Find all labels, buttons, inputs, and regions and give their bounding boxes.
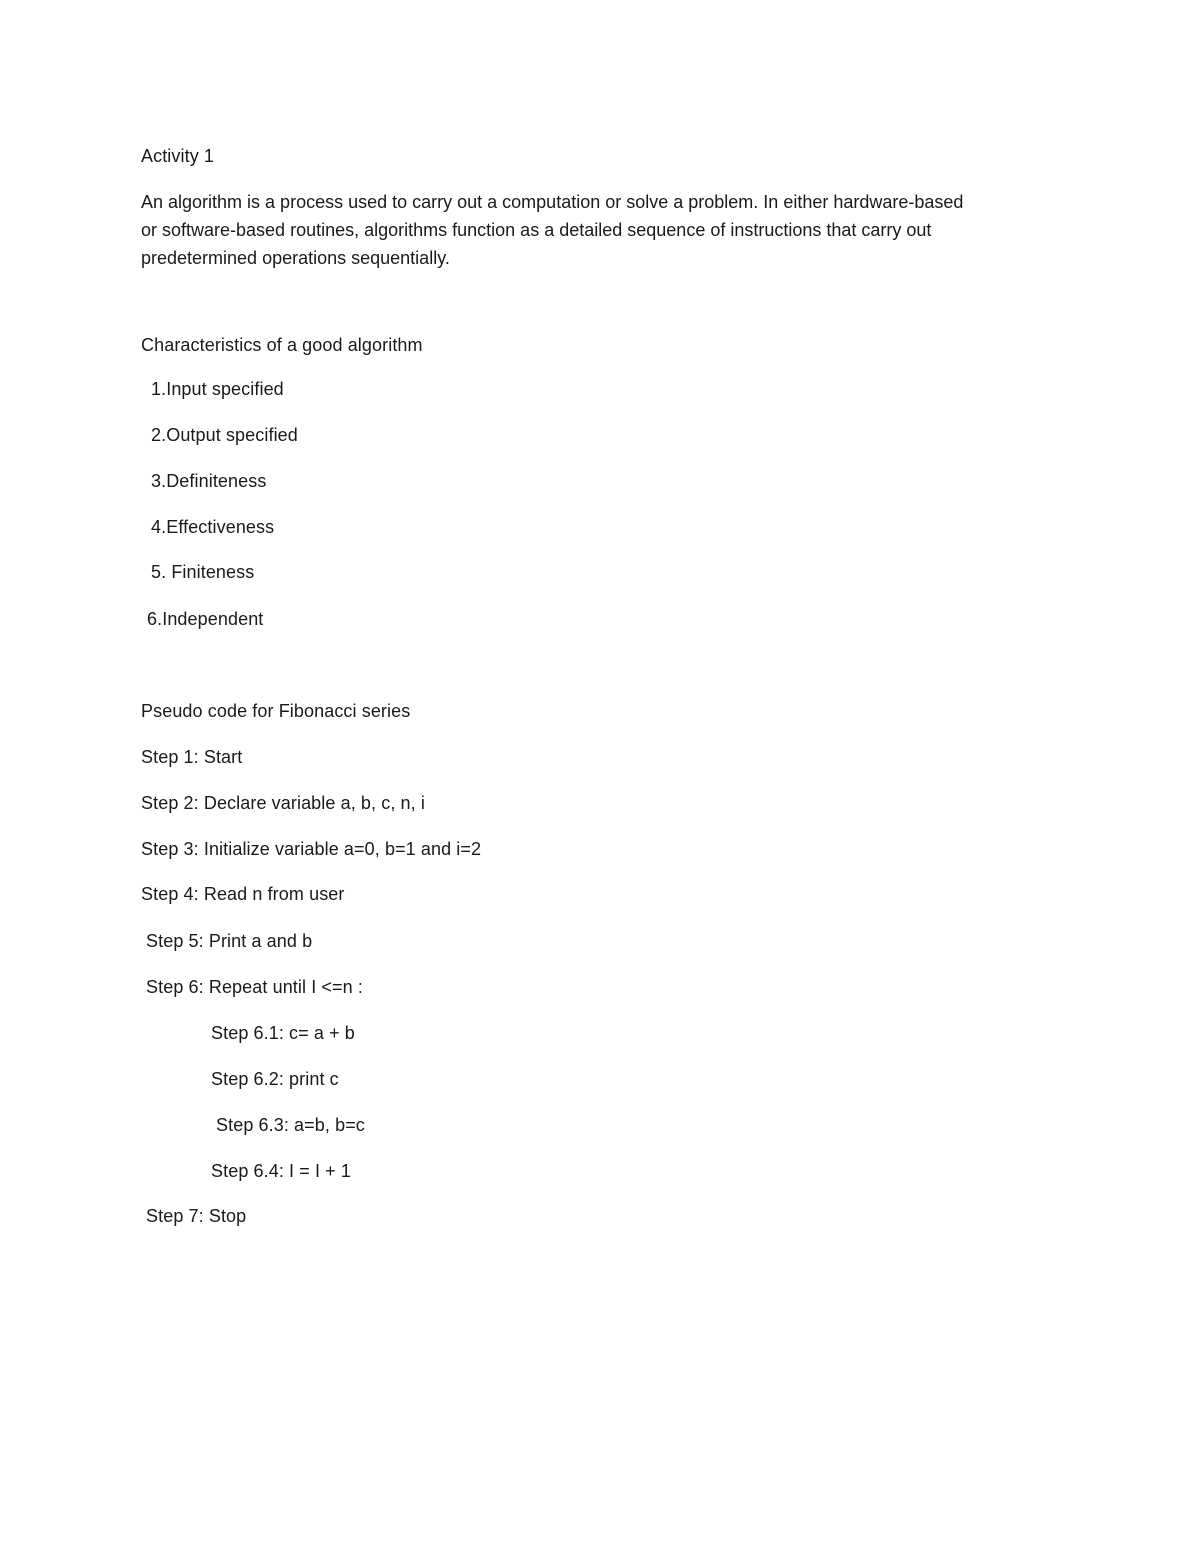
pseudocode-heading: Pseudo code for Fibonacci series [141, 701, 411, 721]
pseudocode-step: Step 5: Print a and b [146, 931, 313, 951]
activity-title: Activity 1 [141, 146, 215, 166]
pseudocode-step: Step 3: Initialize variable a=0, b=1 and i=2 [141, 839, 482, 859]
characteristic-item: 6.Independent [147, 609, 264, 629]
pseudocode-substep: Step 6.1: c= a + b [211, 1023, 355, 1043]
intro-line: or software-based routines, algorithms function as a detailed sequence of instructions that carry out [141, 220, 932, 240]
characteristic-item: 3.Definiteness [151, 471, 267, 491]
intro-line: An algorithm is a process used to carry out a computation or solve a problem. In either hardware-based [141, 192, 964, 212]
pseudocode-substep: Step 6.2: print c [211, 1069, 339, 1089]
characteristic-item: 5. Finiteness [151, 562, 255, 582]
intro-line: predetermined operations sequentially. [141, 248, 450, 268]
pseudocode-step: Step 6: Repeat until I <=n : [146, 977, 363, 997]
characteristic-item: 1.Input specified [151, 379, 284, 399]
pseudocode-substep: Step 6.4: I = I + 1 [211, 1161, 351, 1181]
characteristics-heading: Characteristics of a good algorithm [141, 335, 423, 355]
pseudocode-step: Step 2: Declare variable a, b, c, n, i [141, 793, 425, 813]
characteristic-item: 2.Output specified [151, 425, 298, 445]
pseudocode-step: Step 4: Read n from user [141, 884, 345, 904]
pseudocode-substep: Step 6.3: a=b, b=c [216, 1115, 365, 1135]
characteristic-item: 4.Effectiveness [151, 517, 275, 537]
pseudocode-step: Step 7: Stop [146, 1206, 247, 1226]
intro-paragraph [141, 188, 1061, 272]
pseudocode-step: Step 1: Start [141, 747, 243, 767]
